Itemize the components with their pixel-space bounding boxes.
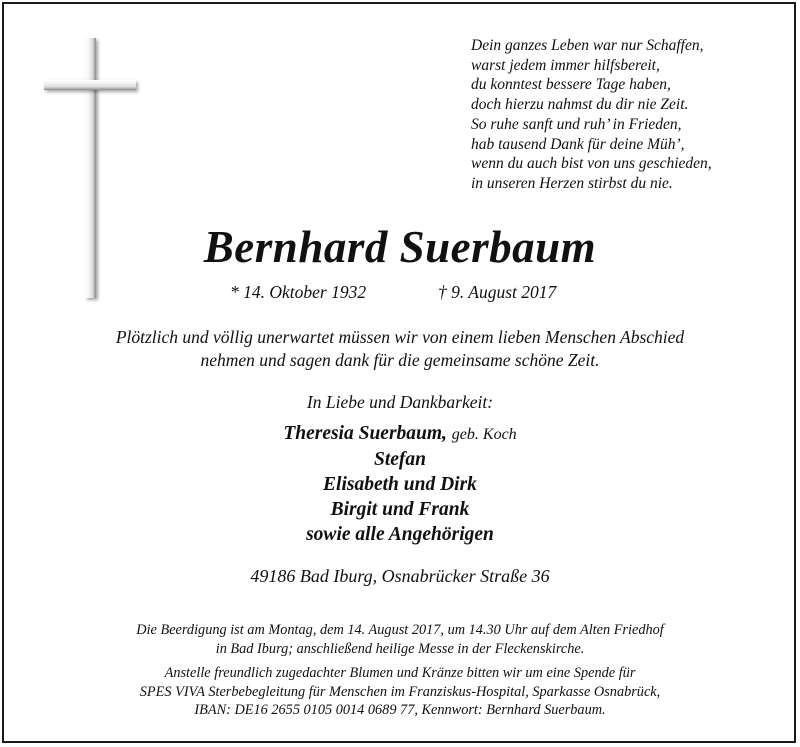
family-member-primary	[0, 421, 800, 447]
deceased-name: Bernhard Suerbaum	[203, 222, 597, 272]
intro-line: Plötzlich und völlig unerwartet müssen wir von einem lieben Menschen Abschied	[115, 327, 685, 347]
family-member: Birgit und Frank	[330, 499, 470, 520]
poem-line: wenn du auch bist von uns geschieden,	[471, 155, 712, 173]
family-member-name: Theresia Suerbaum,	[283, 423, 447, 444]
birth-date: * 14. Oktober 1932	[230, 282, 367, 302]
cross-horizontal-beam	[44, 80, 136, 90]
family-member: Elisabeth und Dirk	[323, 474, 477, 495]
funeral-notes	[0, 621, 800, 720]
poem-line: Dein ganzes Leben war nur Schaffen,	[471, 37, 704, 54]
family-address: 49186 Bad Iburg, Osnabrücker Straße 36	[250, 566, 550, 586]
family-list	[0, 421, 800, 547]
poem-line: du konntest bessere Tage haben,	[471, 76, 671, 94]
funeral-line: in Bad Iburg; anschließend heilige Messe in der Fleckenskirche.	[215, 640, 585, 657]
donation-line: IBAN: DE16 2655 0105 0014 0689 77, Kennwort: Bernhard Suerbaum.	[194, 702, 606, 718]
thanks-line: In Liebe und Dankbarkeit:	[306, 392, 494, 412]
poem-line: So ruhe sanft und ruh’ in Frieden,	[471, 115, 682, 133]
funeral-line: Die Beerdigung ist am Montag, dem 14. August 2017, um 14.30 Uhr auf dem Alten Friedhof	[136, 622, 664, 638]
donation-line: SPES VIVA Sterbebegleitung für Menschen im Franziskus-Hospital, Sparkasse Osnabrück,	[139, 683, 661, 700]
maiden-name: geb. Koch	[451, 426, 517, 443]
poem-line: hab tausend Dank für deine Müh’,	[471, 135, 685, 153]
family-member: sowie alle Angehörigen	[306, 524, 494, 545]
family-member: Stefan	[373, 449, 426, 470]
intro-line: nehmen und sagen dank für die gemeinsame schöne Zeit.	[200, 350, 600, 370]
memorial-poem	[471, 36, 771, 194]
intro-text	[0, 326, 800, 372]
death-date: † 9. August 2017	[438, 282, 557, 302]
poem-line: warst jedem immer hilfsbereit,	[471, 56, 660, 74]
donation-line: Anstelle freundlich zugedachter Blumen und Kränze bitten wir um eine Spende für	[164, 665, 636, 681]
poem-line: in unseren Herzen stirbst du nie.	[471, 174, 673, 192]
poem-line: doch hierzu nahmst du dir nie Zeit.	[471, 96, 689, 114]
